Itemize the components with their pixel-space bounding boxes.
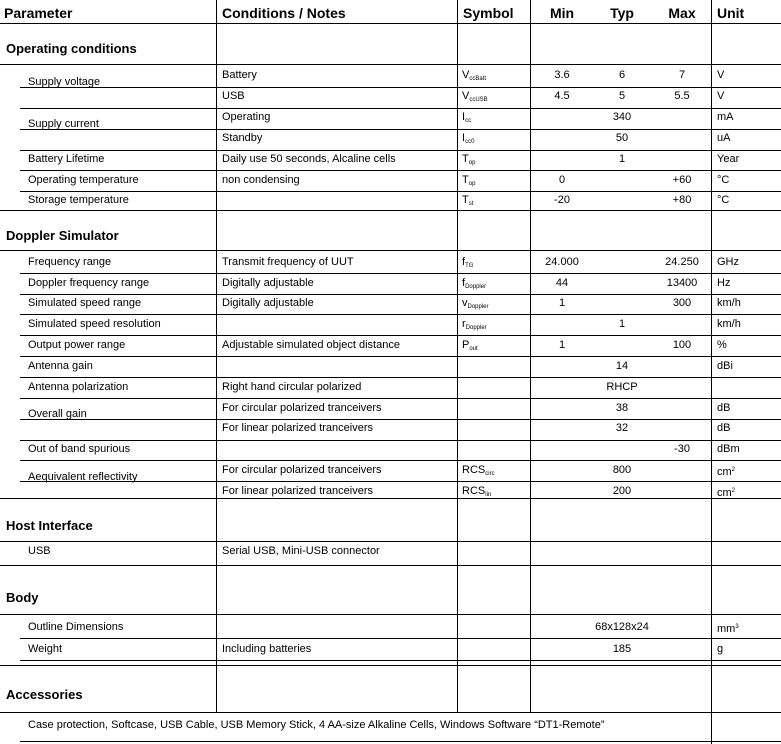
row-typ: 800 bbox=[612, 464, 632, 476]
row-unit bbox=[717, 90, 724, 103]
row-min: 0 bbox=[558, 174, 566, 186]
unit-superscript: 2 bbox=[731, 488, 736, 494]
row-condition: For circular polarized tranceivers bbox=[222, 464, 382, 476]
header-unit: Unit bbox=[717, 5, 745, 21]
symbol-subscript: st bbox=[468, 201, 474, 207]
symbol-subscript: op bbox=[468, 160, 476, 166]
section-operating-conditions: Operating conditions bbox=[6, 41, 137, 56]
row-symbol bbox=[462, 485, 491, 502]
unit-text: cm bbox=[717, 487, 732, 499]
unit-text: dB bbox=[717, 402, 731, 414]
header-parameter: Parameter bbox=[4, 5, 73, 21]
row-typ: 200 bbox=[612, 485, 632, 497]
row-rule bbox=[20, 191, 781, 192]
row-condition: non condensing bbox=[222, 174, 300, 186]
unit-text: V bbox=[717, 90, 725, 102]
row-rule bbox=[20, 638, 781, 639]
row-rule bbox=[20, 273, 781, 274]
unit-text: °C bbox=[717, 174, 730, 186]
row-unit bbox=[717, 621, 739, 636]
row-symbol bbox=[462, 297, 489, 314]
row-max: +80 bbox=[672, 194, 692, 206]
unit-superscript: 2 bbox=[731, 467, 736, 473]
symbol-subscript: cc0 bbox=[465, 139, 475, 145]
row-min: 1 bbox=[558, 297, 566, 309]
row-symbol bbox=[462, 318, 487, 335]
row-unit bbox=[717, 443, 740, 456]
row-parameter: Antenna gain bbox=[28, 360, 93, 372]
row-max: +60 bbox=[672, 174, 692, 186]
row-rule bbox=[0, 712, 781, 713]
row-min: 44 bbox=[555, 277, 569, 289]
row-condition: Adjustable simulated object distance bbox=[222, 339, 400, 351]
row-max: 100 bbox=[672, 339, 692, 351]
row-typ: 340 bbox=[612, 111, 632, 123]
symbol-subscript: cc bbox=[465, 118, 472, 124]
row-unit bbox=[717, 132, 730, 145]
row-unit bbox=[717, 153, 739, 166]
header-rule bbox=[0, 23, 781, 24]
row-parameter: Supply voltage bbox=[28, 76, 101, 88]
row-condition: Digitally adjustable bbox=[222, 297, 314, 309]
unit-text: GHz bbox=[717, 256, 739, 268]
row-typ: 1 bbox=[618, 318, 626, 330]
unit-text: °C bbox=[717, 194, 730, 206]
symbol-main: f bbox=[462, 256, 466, 268]
symbol-main: P bbox=[462, 339, 470, 351]
symbol-subscript: op bbox=[468, 181, 476, 187]
row-unit bbox=[717, 318, 741, 331]
row-rule bbox=[20, 398, 781, 399]
row-parameter: Doppler frequency range bbox=[28, 277, 150, 289]
row-symbol bbox=[462, 90, 488, 107]
row-max: 7 bbox=[678, 69, 686, 81]
symbol-main: T bbox=[462, 174, 469, 186]
row-rule bbox=[20, 335, 781, 336]
row-parameter: Aequivalent reflectivity bbox=[28, 471, 138, 483]
row-parameter: Supply current bbox=[28, 118, 99, 130]
row-rule bbox=[20, 170, 781, 171]
row-typ: 185 bbox=[612, 643, 632, 655]
row-rule bbox=[20, 419, 781, 420]
row-symbol bbox=[462, 111, 471, 128]
unit-superscript: 3 bbox=[735, 624, 739, 630]
accessories-list: Case protection, Softcase, USB Cable, USB Memory Stick, 4 AA-size Alkaline Cells, Windows Software “DT1-Remote” bbox=[28, 719, 605, 731]
row-typ: RHCP bbox=[606, 381, 638, 393]
row-condition: For linear polarized tranceivers bbox=[222, 485, 374, 497]
row-parameter: Simulated speed range bbox=[28, 297, 142, 309]
row-symbol bbox=[462, 69, 486, 86]
row-symbol bbox=[462, 277, 486, 294]
row-condition: Digitally adjustable bbox=[222, 277, 314, 289]
row-rule bbox=[20, 377, 781, 378]
symbol-subscript: circ bbox=[485, 471, 495, 477]
symbol-main: V bbox=[462, 69, 470, 81]
row-parameter: USB bbox=[28, 545, 51, 557]
row-unit bbox=[717, 69, 724, 82]
row-symbol bbox=[462, 464, 495, 481]
row-unit bbox=[717, 422, 730, 435]
row-unit bbox=[717, 485, 735, 500]
unit-text: % bbox=[717, 339, 727, 351]
row-rule bbox=[0, 565, 781, 566]
header-typ: Typ bbox=[610, 5, 634, 21]
row-symbol bbox=[462, 194, 473, 211]
row-parameter: Out of band spurious bbox=[28, 443, 131, 455]
unit-text: Hz bbox=[717, 277, 731, 289]
row-parameter: Storage temperature bbox=[28, 194, 129, 206]
row-rule bbox=[20, 87, 781, 88]
unit-text: mm bbox=[717, 623, 736, 635]
row-condition: Transmit frequency of UUT bbox=[222, 256, 354, 268]
row-rule bbox=[20, 741, 781, 742]
symbol-main: V bbox=[462, 90, 470, 102]
header-min: Min bbox=[549, 5, 575, 21]
row-unit bbox=[717, 402, 730, 415]
row-rule bbox=[20, 440, 781, 441]
row-typ: 68x128x24 bbox=[595, 621, 649, 633]
unit-text: uA bbox=[717, 132, 731, 144]
row-unit bbox=[717, 111, 734, 124]
row-unit bbox=[717, 194, 729, 207]
row-unit bbox=[717, 256, 739, 269]
section-accessories: Accessories bbox=[6, 687, 83, 702]
unit-text: mA bbox=[717, 111, 734, 123]
row-unit bbox=[717, 339, 727, 352]
row-rule bbox=[20, 460, 781, 461]
row-typ: 38 bbox=[615, 402, 629, 414]
symbol-subscript: TG bbox=[465, 263, 474, 269]
row-unit bbox=[717, 297, 741, 310]
row-max: 13400 bbox=[666, 277, 698, 289]
symbol-main: RCS bbox=[462, 464, 486, 476]
row-rule bbox=[0, 614, 781, 615]
row-typ: 1 bbox=[618, 153, 626, 165]
row-typ: 32 bbox=[615, 422, 629, 434]
symbol-main: r bbox=[462, 318, 466, 330]
section-body: Body bbox=[6, 590, 39, 605]
row-condition: Operating bbox=[222, 111, 271, 123]
row-max: 300 bbox=[672, 297, 692, 309]
row-parameter: Weight bbox=[28, 643, 63, 655]
row-parameter: Frequency range bbox=[28, 256, 112, 268]
row-rule bbox=[20, 129, 781, 130]
unit-text: dBm bbox=[717, 443, 740, 455]
symbol-main: T bbox=[462, 194, 469, 206]
unit-text: cm bbox=[717, 466, 732, 478]
row-condition: Standby bbox=[222, 132, 263, 144]
section-doppler-simulator: Doppler Simulator bbox=[6, 228, 119, 243]
row-min: 1 bbox=[558, 339, 566, 351]
row-min: 24.000 bbox=[545, 256, 579, 268]
row-condition: Serial USB, Mini-USB connector bbox=[222, 545, 380, 557]
row-rule bbox=[20, 150, 781, 151]
symbol-main: I bbox=[462, 132, 466, 144]
section-host-interface: Host Interface bbox=[6, 518, 93, 533]
row-condition: Including batteries bbox=[222, 643, 312, 655]
unit-text: Year bbox=[717, 153, 740, 165]
unit-text: km/h bbox=[717, 297, 741, 309]
row-rule bbox=[0, 541, 781, 542]
row-parameter: Simulated speed resolution bbox=[28, 318, 161, 330]
row-symbol bbox=[462, 153, 475, 170]
row-condition: Right hand circular polarized bbox=[222, 381, 362, 393]
row-max: 24.250 bbox=[665, 256, 699, 268]
symbol-subscript: out bbox=[469, 346, 478, 352]
symbol-main: v bbox=[462, 297, 468, 309]
row-parameter: Battery Lifetime bbox=[28, 153, 105, 165]
row-rule bbox=[0, 498, 781, 499]
row-rule bbox=[0, 64, 781, 65]
unit-text: dB bbox=[717, 422, 731, 434]
row-parameter: Output power range bbox=[28, 339, 126, 351]
row-min: -20 bbox=[554, 194, 570, 206]
symbol-subscript: ccBatt bbox=[469, 76, 487, 82]
symbol-subscript: Doppler bbox=[465, 284, 487, 290]
row-min: 3.6 bbox=[554, 69, 570, 81]
row-parameter: Overall gain bbox=[28, 408, 87, 420]
row-condition: For circular polarized tranceivers bbox=[222, 402, 382, 414]
header-max: Max bbox=[668, 5, 696, 21]
row-typ: 6 bbox=[618, 69, 626, 81]
unit-text: dBi bbox=[717, 360, 733, 372]
header-conditions: Conditions / Notes bbox=[222, 5, 346, 21]
symbol-subscript: lin bbox=[485, 492, 492, 498]
row-parameter: Operating temperature bbox=[28, 174, 139, 186]
row-condition: Daily use 50 seconds, Alcaline cells bbox=[222, 153, 396, 165]
row-rule bbox=[20, 660, 781, 661]
row-unit bbox=[717, 277, 730, 290]
unit-text: g bbox=[717, 643, 724, 655]
row-parameter: Antenna polarization bbox=[28, 381, 129, 393]
row-rule bbox=[20, 108, 781, 109]
unit-text: V bbox=[717, 69, 725, 81]
row-rule bbox=[20, 356, 781, 357]
unit-text: km/h bbox=[717, 318, 741, 330]
row-typ: 5 bbox=[618, 90, 626, 102]
row-condition: USB bbox=[222, 90, 245, 102]
row-condition: Battery bbox=[222, 69, 257, 81]
row-typ: 50 bbox=[615, 132, 629, 144]
row-min: 4.5 bbox=[554, 90, 570, 102]
row-symbol bbox=[462, 339, 478, 356]
row-max: -30 bbox=[674, 443, 690, 455]
symbol-subscript: Doppler bbox=[467, 304, 489, 310]
row-typ: 14 bbox=[615, 360, 629, 372]
row-unit bbox=[717, 360, 733, 373]
row-parameter: Outline Dimensions bbox=[28, 621, 124, 633]
row-symbol bbox=[462, 256, 473, 273]
row-condition: For linear polarized tranceivers bbox=[222, 422, 374, 434]
symbol-subscript: ccUSB bbox=[469, 97, 488, 103]
row-rule bbox=[0, 250, 781, 251]
row-rule bbox=[0, 665, 781, 666]
row-unit bbox=[717, 174, 729, 187]
row-rule bbox=[20, 314, 781, 315]
symbol-main: RCS bbox=[462, 485, 486, 497]
symbol-subscript: Doppler bbox=[465, 325, 487, 331]
row-unit bbox=[717, 643, 723, 656]
header-symbol: Symbol bbox=[463, 5, 514, 21]
symbol-main: I bbox=[462, 111, 466, 123]
row-symbol bbox=[462, 132, 474, 149]
symbol-main: T bbox=[462, 153, 469, 165]
row-rule bbox=[0, 210, 781, 211]
row-rule bbox=[20, 294, 781, 295]
row-unit bbox=[717, 464, 735, 479]
row-symbol bbox=[462, 174, 475, 191]
symbol-main: f bbox=[462, 277, 466, 289]
row-max: 5.5 bbox=[674, 90, 690, 102]
